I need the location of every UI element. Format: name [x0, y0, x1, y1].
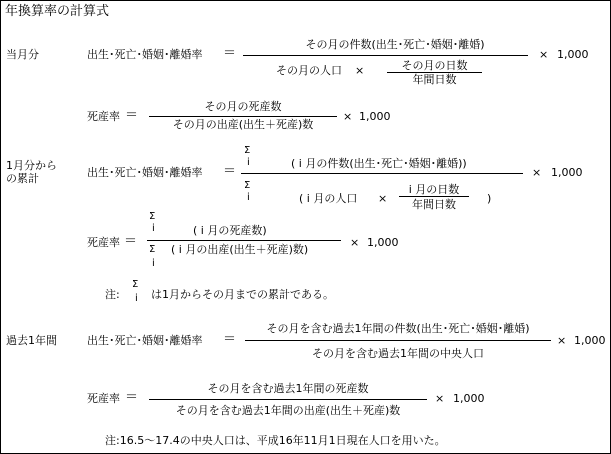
monthly-rate2-numerator: その月の死産数 — [204, 100, 282, 113]
cumulative-rate2-denominator-index: i — [152, 258, 155, 269]
past-year-rate2-times: × — [435, 392, 445, 405]
cumulative-rate1-lhs: 出生･死亡･婚姻･離婚率 — [87, 166, 203, 179]
past-year-rate1-multiplier: 1,000 — [574, 334, 606, 347]
past-year-rate1-lhs: 出生･死亡･婚姻･離婚率 — [87, 334, 203, 347]
page-title: 年換算率の計算式 — [5, 4, 110, 19]
cumulative-rate1-denominator-sigma: Σ — [244, 180, 251, 191]
footnote: 注:16.5～17.4の中央人口は、平成16年11月1日現在人口を用いた。 — [105, 434, 446, 447]
cumulative-rate2-fraction-bar — [147, 240, 341, 241]
cumulative-rate1-denominator-open: ( i 月の人口 — [299, 192, 358, 205]
past-year-rate2-fraction-bar — [149, 399, 427, 400]
cumulative-note-prefix: 注: — [105, 288, 120, 301]
cumulative-rate2-numerator-index: i — [152, 223, 155, 234]
monthly-rate2-multiplier: 1,000 — [359, 110, 391, 123]
past-year-rate1-times: × — [557, 334, 567, 347]
section-label-past-year: 過去1年間 — [6, 334, 57, 347]
cumulative-rate2-denominator-sigma: Σ — [149, 244, 156, 255]
cumulative-rate1-sub-denominator: 年間日数 — [412, 198, 456, 211]
cumulative-rate2-times: × — [350, 236, 360, 249]
cumulative-rate1-denominator-close: ) — [487, 192, 492, 205]
section-label-cumulative-line1: 1月分から — [6, 159, 57, 172]
past-year-rate1-equals: ＝ — [223, 332, 237, 347]
cumulative-rate2-numerator: ( i 月の死産数) — [193, 224, 267, 237]
past-year-rate2-equals: ＝ — [125, 390, 139, 405]
monthly-rate1-denominator: その月の人口 — [276, 64, 342, 77]
past-year-rate1-numerator: その月を含む過去1年間の件数(出生･死亡･婚姻･離婚) — [266, 322, 530, 335]
monthly-rate1-equals: ＝ — [223, 46, 237, 61]
cumulative-rate1-equals: ＝ — [223, 164, 237, 179]
monthly-rate1-sub-numerator: その月の日数 — [401, 59, 468, 72]
monthly-rate1-multiplier: 1,000 — [557, 48, 589, 61]
past-year-rate1-denominator: その月を含む過去1年間の中央人口 — [312, 347, 484, 360]
monthly-rate2-denominator: その月の出産(出生＋死産)数 — [172, 118, 314, 131]
cumulative-rate1-times-inner: × — [378, 192, 388, 205]
monthly-rate1-sub-denominator: 年間日数 — [412, 73, 457, 86]
monthly-rate1-times-inner: × — [355, 64, 365, 77]
monthly-rate1-lhs: 出生･死亡･婚姻･離婚率 — [87, 48, 203, 61]
past-year-rate2-numerator: その月を含む過去1年間の死産数 — [207, 382, 369, 395]
cumulative-rate2-equals: ＝ — [124, 234, 138, 249]
past-year-rate2-denominator: その月を含む過去1年間の出産(出生＋死産)数 — [175, 404, 401, 417]
cumulative-rate1-multiplier: 1,000 — [551, 166, 583, 179]
cumulative-rate2-multiplier: 1,000 — [367, 236, 399, 249]
monthly-rate2-equals: ＝ — [125, 108, 139, 123]
cumulative-note-index: i — [135, 293, 138, 304]
cumulative-note-text: は1月からその月までの累計である。 — [151, 288, 334, 301]
cumulative-rate1-denominator-index: i — [247, 192, 250, 203]
cumulative-rate1-numerator: ( i 月の件数(出生･死亡･婚姻･離婚)) — [291, 157, 467, 170]
past-year-rate2-multiplier: 1,000 — [453, 392, 485, 405]
cumulative-rate1-times: × — [532, 166, 542, 179]
cumulative-rate1-fraction-bar — [241, 173, 523, 174]
monthly-rate2-lhs: 死産率 — [87, 110, 120, 123]
cumulative-rate1-numerator-index: i — [247, 157, 250, 168]
cumulative-rate2-numerator-sigma: Σ — [149, 211, 156, 222]
cumulative-note-sigma: Σ — [132, 279, 139, 290]
monthly-rate1-fraction-bar — [243, 55, 528, 56]
monthly-rate1-numerator: その月の件数(出生･死亡･婚姻･離婚) — [305, 38, 485, 51]
past-year-rate2-lhs: 死産率 — [87, 392, 120, 405]
section-label-monthly: 当月分 — [6, 48, 39, 61]
cumulative-rate2-lhs: 死産率 — [87, 236, 120, 249]
monthly-rate2-times: × — [343, 110, 353, 123]
cumulative-rate1-sub-bar — [399, 196, 469, 197]
monthly-rate2-fraction-bar — [149, 116, 337, 117]
cumulative-rate1-sub-numerator: i 月の日数 — [408, 183, 460, 196]
section-label-cumulative-line2: の累計 — [6, 172, 39, 185]
cumulative-rate2-denominator: ( i 月の出産(出生＋死産)数) — [171, 243, 309, 256]
past-year-rate1-fraction-bar — [245, 340, 551, 341]
cumulative-rate1-numerator-sigma: Σ — [244, 145, 251, 156]
monthly-rate1-times: × — [539, 48, 549, 61]
